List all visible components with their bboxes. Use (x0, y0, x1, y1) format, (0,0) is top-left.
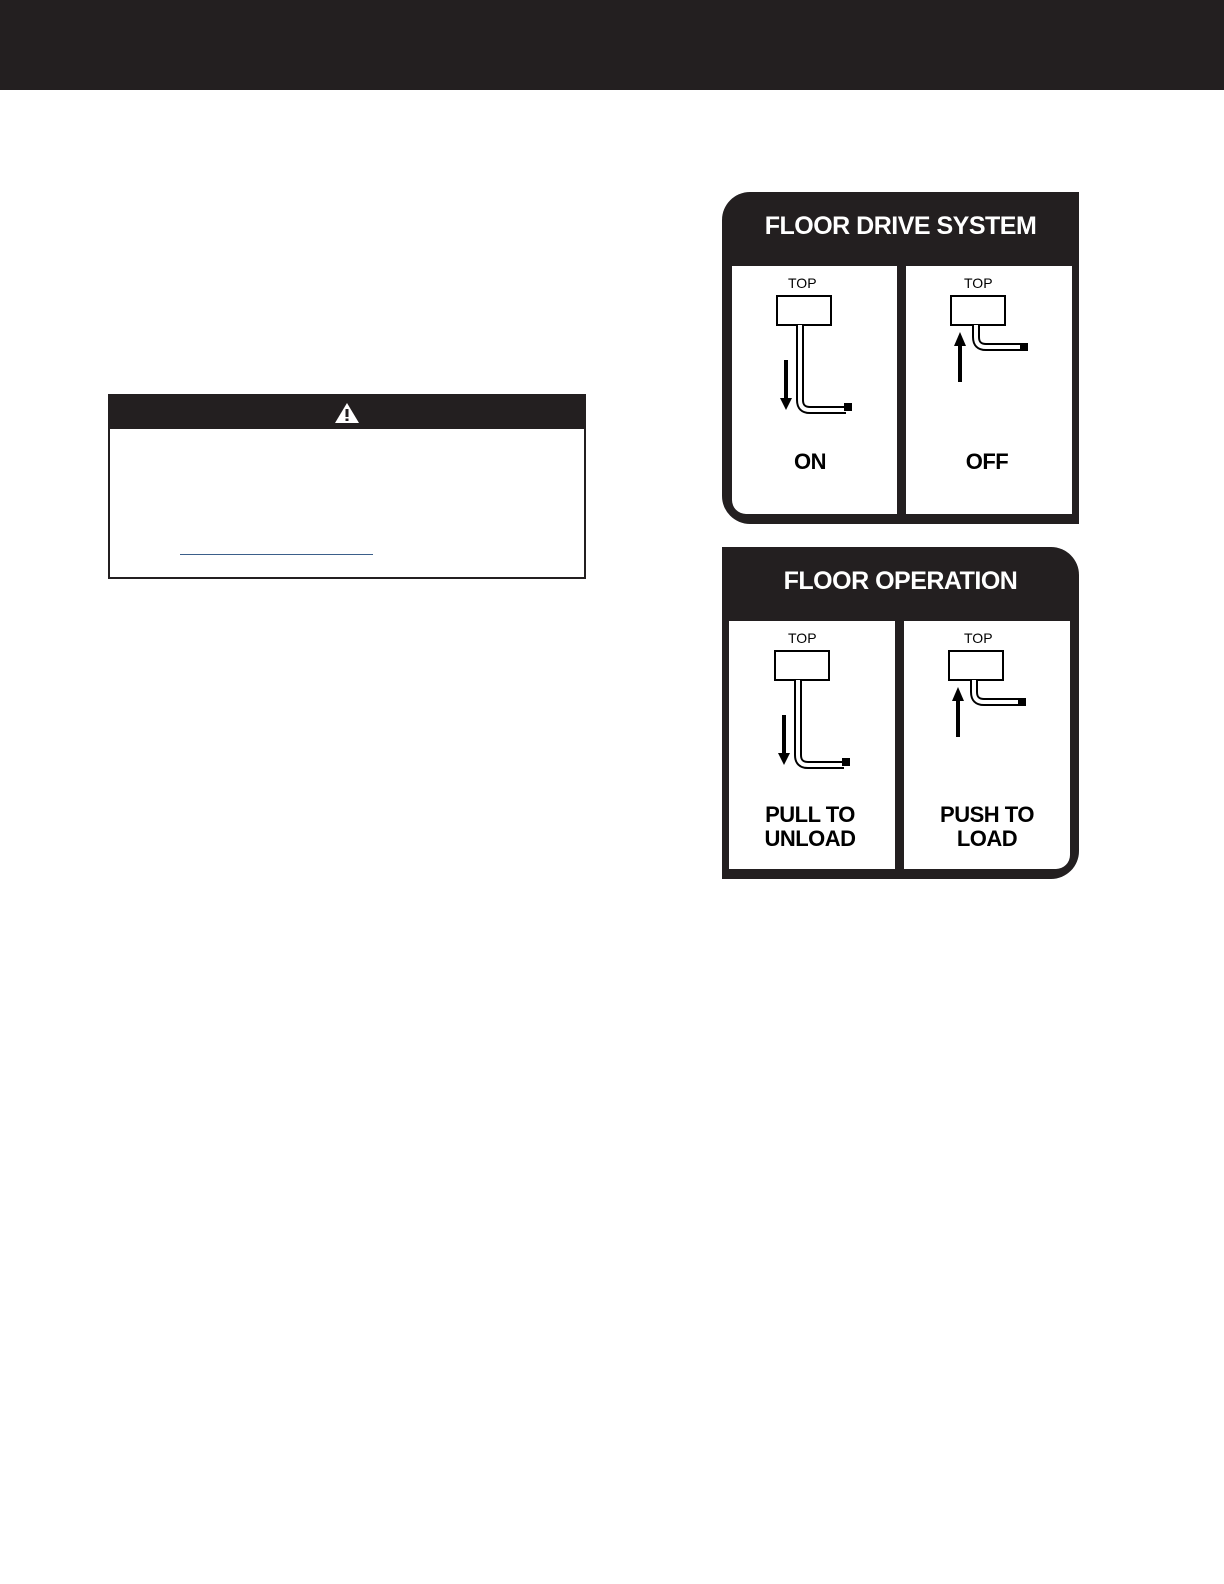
top-label: TOP (788, 630, 817, 646)
lever-up-diagram (900, 192, 1078, 524)
pull-to-unload-cell (722, 547, 900, 879)
floor-operation-panel (722, 547, 1079, 879)
push-to-load-label: PUSH TO LOAD (940, 802, 1034, 851)
top-label: TOP (964, 275, 993, 291)
warning-triangle-icon (334, 402, 360, 424)
arrow-down-icon (778, 715, 790, 765)
on-label: ON (794, 449, 826, 474)
pull-to-unload-label: PULL TO UNLOAD (764, 802, 856, 851)
panel-title: FLOOR DRIVE SYSTEM (764, 212, 1037, 240)
on-cell (722, 192, 900, 524)
warning-header (110, 396, 584, 429)
push-to-load-cell (900, 547, 1078, 879)
off-label: OFF (965, 449, 1009, 474)
arrow-down-icon (780, 360, 792, 410)
top-label: TOP (964, 630, 993, 646)
top-label: TOP (788, 275, 817, 291)
arrow-up-icon (954, 332, 966, 382)
warning-link-underline[interactable] (180, 554, 373, 555)
floor-drive-system-panel (722, 192, 1079, 524)
arrow-up-icon (952, 687, 964, 737)
warning-box (108, 394, 586, 579)
off-cell (900, 192, 1078, 524)
panel-title: FLOOR OPERATION (783, 567, 1018, 595)
header-bar (0, 0, 1224, 90)
lever-down-diagram (722, 192, 900, 524)
